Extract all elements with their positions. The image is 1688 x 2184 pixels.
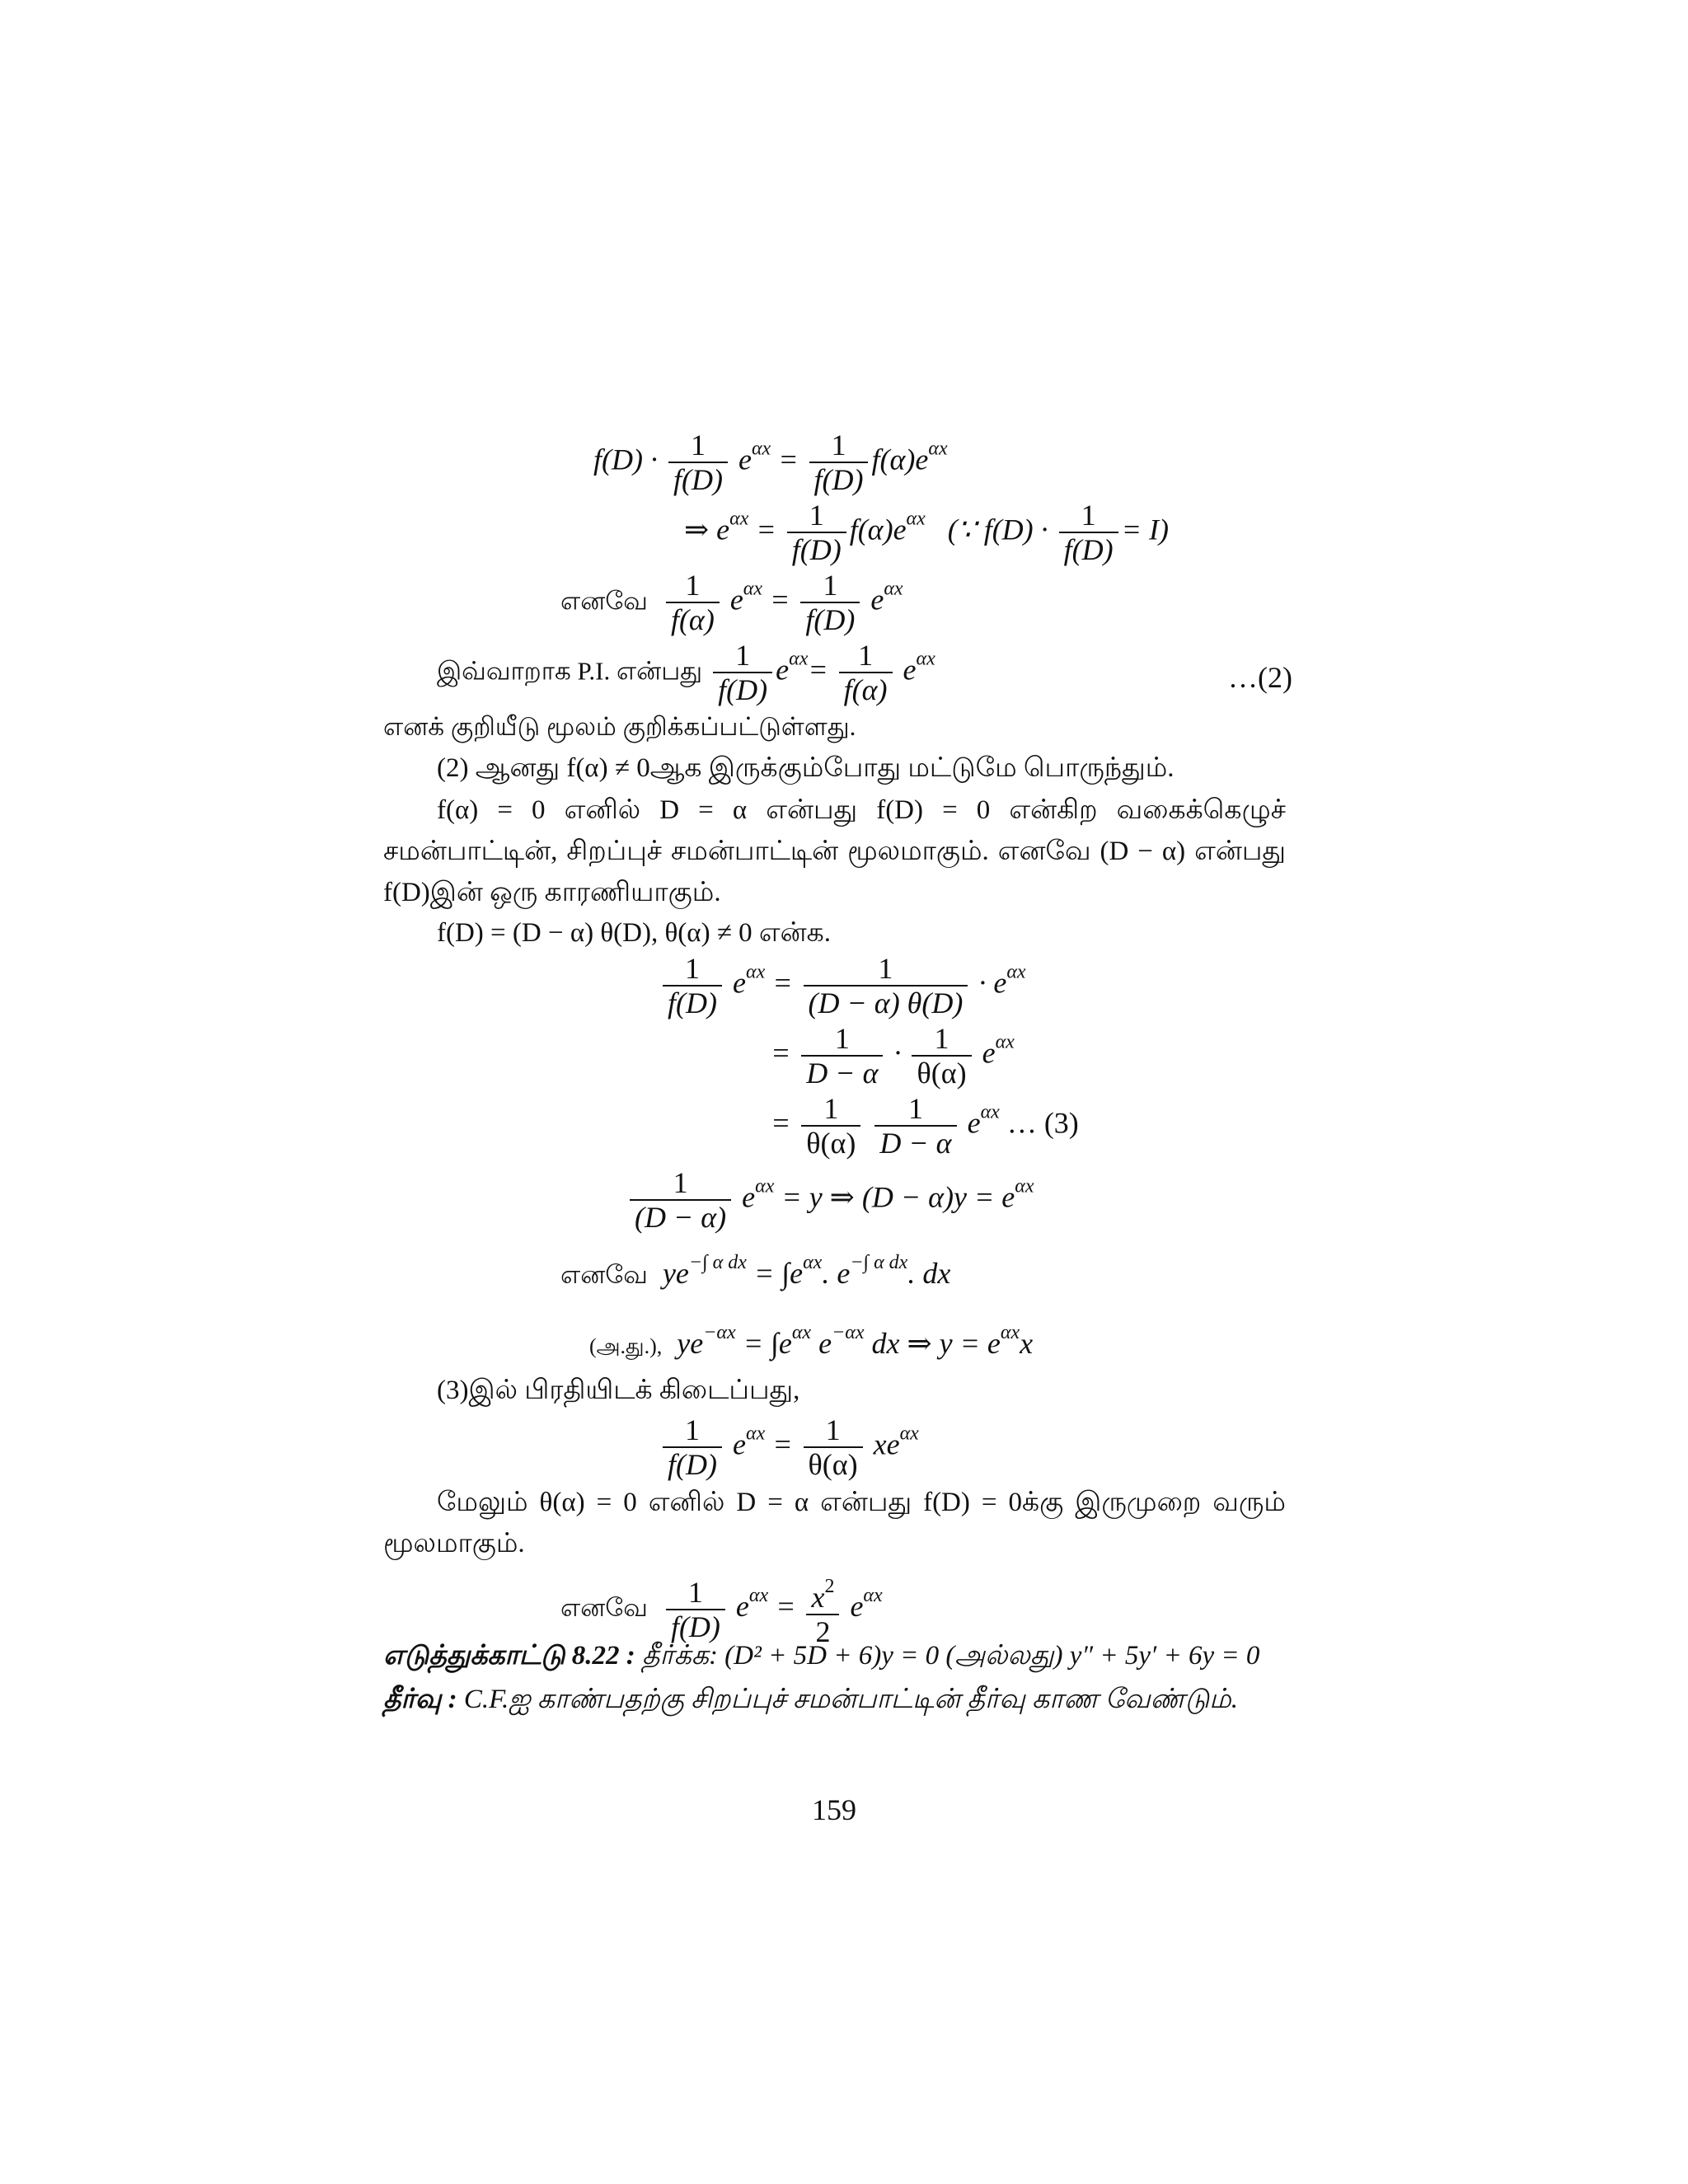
equation-7: = $\frac{1}{\theta(\alpha)}$ $\frac{1}{D - \alpha}$ $e^{\alpha x}$ … (3) — [771, 1092, 1079, 1160]
page-number: 159 — [812, 1793, 856, 1826]
eq11-fraction: $\frac{1}{f(D)}$ — [663, 1413, 722, 1481]
text-line-b: (2) ஆனது f(α) ≠ 0ஆக இருக்கும்போது மட்டுமே பொருந்தும். — [437, 753, 1175, 783]
eq10-word: (அ.து.), — [589, 1334, 663, 1358]
solution-heading — [383, 1681, 1238, 1718]
eq6-fraction-1: $\frac{1}{D - \alpha}$ — [801, 1022, 883, 1090]
eq12-rhs-fraction: $\frac{x^2}{2}$ — [806, 1570, 839, 1648]
paragraph-f: மேலும் θ(α) = 0 எனில் D = α என்பது f(D) = 0க்கு இருமுறை வரும் மூலமாகும். — [383, 1488, 1286, 1558]
solution-label: தீர்வு : — [383, 1685, 457, 1714]
text-line-a: எனக் குறியீடு மூலம் குறிக்கப்பட்டுள்ளது. — [383, 712, 856, 741]
solution-text: C.F.ஐ காண்பதற்கு சிறப்புச் சமன்பாட்டின் தீர்வு காண வேண்டும். — [463, 1685, 1238, 1714]
equation-3: எனவே $\frac{1}{f(\alpha)}$ $e^{\alpha x}$ = $\frac{1}{f(D)}$ $e^{\alpha x}$ — [560, 569, 903, 636]
eq2-fraction: $\frac{1}{f(D)}$ — [787, 499, 846, 566]
eq3-fraction: $\frac{1}{f(\alpha)}$ — [666, 569, 720, 636]
equation-8: $\frac{1}{(D - \alpha)}$ $e^{\alpha x} = y$ ⇒ $(D - \alpha)y = e^{\alpha x}$ — [626, 1166, 1034, 1234]
equation-5: $\frac{1}{f(D)}$ $e^{\alpha x}$ = $\frac{1}{(D - \alpha) \theta(D)}$ · $e^{\alpha x}$ — [659, 952, 1026, 1019]
eq4-fraction: $\frac{1}{f(D)}$ — [713, 639, 772, 706]
eq6-fraction-2: $\frac{1}{\theta(\alpha)}$ — [912, 1022, 971, 1090]
eq7-tag: … (3) — [1006, 1106, 1079, 1140]
eq4-tag: …(2) — [1228, 661, 1292, 694]
example-label: எடுத்துக்காட்டு 8.22 : — [383, 1641, 635, 1671]
equation-9: எனவே $ye^{-\int \alpha dx} = \int e^{\alpha x}$. $e^{-\int \alpha dx}$. dx — [560, 1252, 951, 1290]
example-heading — [383, 1638, 1259, 1674]
eq1-lhs: f(D) · — [593, 443, 658, 476]
equation-6: = $\frac{1}{D - \alpha}$ · $\frac{1}{\theta(\alpha)}$ $e^{\alpha x}$ — [771, 1022, 1015, 1090]
eq5-rhs-fraction: $\frac{1}{(D - \alpha) \theta(D)}$ — [804, 952, 968, 1019]
equation-2: ⇒ $e^{\alpha x}$ = $\frac{1}{f(D)}$ $f(\alpha)e^{\alpha x}$ (∵ f(D) · $\frac{1}{f(D)}$ = I) — [684, 499, 1169, 566]
eq12-fraction: $\frac{1}{f(D)}$ — [666, 1576, 725, 1643]
eq11-rhs-fraction: $\frac{1}{\theta(\alpha)}$ — [804, 1413, 863, 1481]
paragraph-c: f(α) = 0 எனில் D = α என்பது f(D) = 0 என்கிற வகைக்கெழுச் சமன்பாட்டின், சிறப்புச் சமன்பாட்டின் மூலமாகும். எனவே (D − α) என்பது f(D)இன் ஒரு காரணியாகும். — [383, 795, 1286, 907]
eq2-note: (∵ f(D) · — [947, 513, 1048, 546]
eq12-word: எனவே — [560, 1592, 648, 1622]
text-line-e: (3)இல் பிரதியிடக் கிடைப்பது, — [437, 1376, 800, 1405]
eq3-rhs-fraction: $\frac{1}{f(D)}$ — [800, 569, 860, 636]
eq2-note-fraction: $\frac{1}{f(D)}$ — [1059, 499, 1118, 566]
equation-12: எனவே $\frac{1}{f(D)}$ $e^{\alpha x}$ = $\frac{x^2}{2}$ $e^{\alpha x}$ — [560, 1570, 883, 1648]
eq3-word: எனவே — [560, 586, 648, 616]
equation-10: (அ.து.), $ye^{-\alpha x} = \int e^{\alpha x}$ $e^{-\alpha x}$ dx ⇒ $y = e^{\alpha x}x$ — [589, 1322, 1034, 1360]
equation-4: இவ்வாறாக P.I. என்பது $\frac{1}{f(D)}$ $e^{\alpha x}=$ $\frac{1}{f(\alpha)}$ $e^{\alpha x}$ — [437, 639, 935, 706]
eq7-fraction-1: $\frac{1}{\theta(\alpha)}$ — [801, 1092, 860, 1160]
eq4-word: இவ்வாறாக P.I. என்பது — [437, 656, 703, 686]
eq4-rhs-fraction: $\frac{1}{f(\alpha)}$ — [839, 639, 893, 706]
equation-11: $\frac{1}{f(D)}$ $e^{\alpha x}$ = $\frac{1}{\theta(\alpha)}$ $xe^{\alpha x}$ — [659, 1413, 919, 1481]
text-line-d: f(D) = (D − α) θ(D), θ(α) ≠ 0 என்க. — [437, 918, 832, 948]
eq5-fraction: $\frac{1}{f(D)}$ — [663, 952, 722, 1019]
eq1-fraction: $\frac{1}{f(D)}$ — [668, 429, 728, 496]
equation-1: f(D) · $\frac{1}{f(D)}$ $e^{\alpha x}$ = $\frac{1}{f(D)}$ $f(\alpha)e^{\alpha x}$ — [593, 429, 948, 496]
eq7-fraction-2: $\frac{1}{D - \alpha}$ — [874, 1092, 956, 1160]
eq8-fraction: $\frac{1}{(D - \alpha)}$ — [630, 1166, 731, 1234]
example-text: தீர்க்க: (D² + 5D + 6)y = 0 (அல்லது) y″ + 5y′ + 6y = 0 — [641, 1641, 1260, 1671]
eq9-word: எனவே — [560, 1260, 648, 1289]
eq1-rhs-fraction: $\frac{1}{f(D)}$ — [809, 429, 869, 496]
